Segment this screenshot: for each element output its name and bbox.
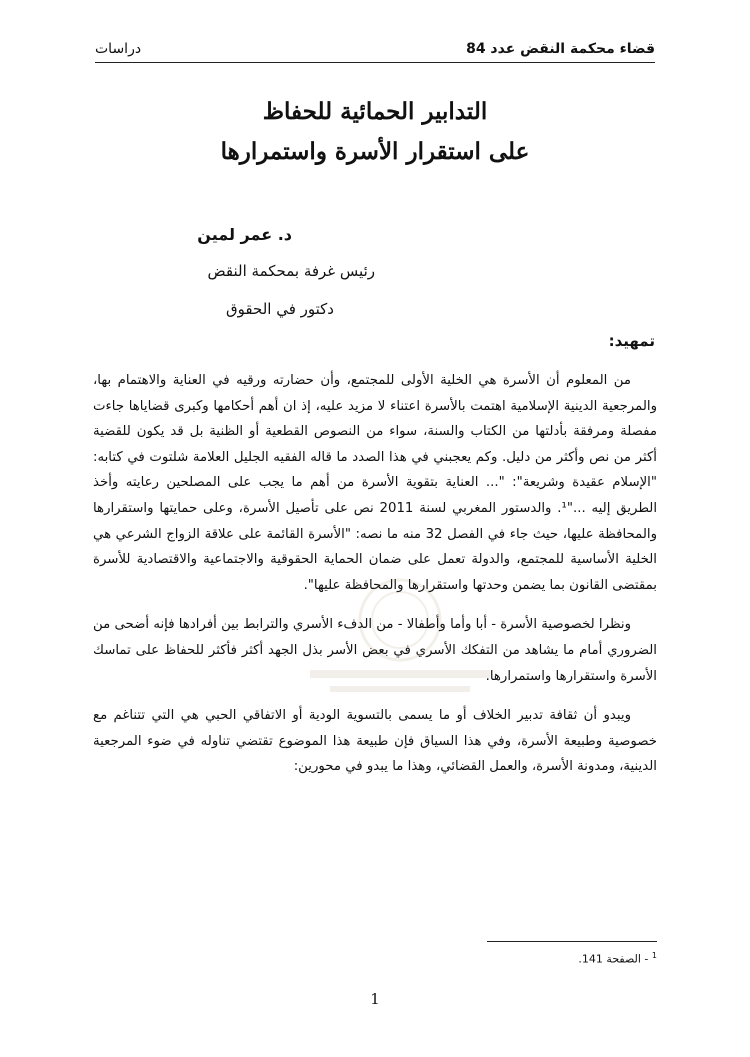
- page-number: 1: [370, 990, 380, 1008]
- paragraph: من المعلوم أن الأسرة هي الخلية الأولى للمجتمع، وأن حضارته ورقيه في العناية والاهتمام بها، والمرجعية الدينية الإسلامية اهتمت بالأسرة اعتناء لا مزيد عليه، إذ ان أهم أحكامها وكبرى قضاياها جاءت مفصلة ومرفقة بأدلتها من الكتاب والسنة، سواء من النصوص القطعية أو الظنية بل قد يكون للقضية أكثر من نص وأكثر من دليل. وكم يعجبني في هذا الصدد ما قاله الفقيه الجليل العلامة شلتوت في كتابه: "الإسلام عقيدة وشريعة": "... العناية بتقوية الأسرة من أهم ما يجب على المصلحين رعايته وأخذ الطريق إليه ..."¹. والدستور المغربي لسنة 2011 نص على تأصيل الأسرة، وعلى حمايتها واستقرارها والمحافظة عليها، حيث جاء في الفصل 32 منه ما نصه: "الأسرة القائمة على علاقة الزواج الشرعي هي الخلية الأساسية للمجتمع، والدولة تعمل على ضمان الحماية الحقوقية والاجتماعية والاقتصادية للأسرة بمقتضى القانون بما يضمن وحدتها واستقرارها والمحافظة عليها".: [93, 373, 658, 593]
- footnote-text: - الصفحة 141.: [578, 952, 649, 966]
- title-line-1: التدابير الحمائية للحفاظ: [262, 98, 488, 125]
- section-heading: تمهيد:: [608, 332, 655, 350]
- title-line-2: على استقرار الأسرة واستمرارها: [220, 138, 530, 165]
- paragraph: ويبدو أن ثقافة تدبير الخلاف أو ما يسمى بالتسوية الودية أو الاتفاقي الحبي هي التي تتناغم مع خصوصية وطبيعة الأسرة، وفي هذا السياق فإن طبيعة هذا الموضوع تقتضي تناوله في ضوء المرجعية الدينية، ومدونة الأسرة، والعمل القضائي، وهذا ما يبدو في محورين:: [93, 708, 657, 775]
- running-header: [95, 38, 655, 63]
- header-section: دراسات: [95, 41, 142, 57]
- footnote-marker: 1: [651, 951, 657, 960]
- paragraph: ونظرا لخصوصية الأسرة - أبا وأما وأطفالا - من الدفء الأسري والترابط بين أفرادها فإنه أضحى من الضروري أمام ما يشاهد من التفكك الأسري في بعض الأسر بذل الجهد أكثر فأكثر للحفاظ على تماسك الأسرة واستقرارها واستمرارها.: [92, 617, 657, 684]
- article-title: [95, 92, 655, 172]
- author-name: د. عمر لمين: [197, 225, 292, 244]
- author-degree: دكتور في الحقوق: [226, 300, 334, 318]
- footnote: [578, 951, 657, 966]
- footnote-separator: [487, 941, 657, 942]
- article-body: [93, 368, 657, 794]
- header-journal-title: قضاء محكمة النقض عدد 84: [466, 41, 655, 57]
- author-position: رئيس غرفة بمحكمة النقض: [207, 262, 375, 280]
